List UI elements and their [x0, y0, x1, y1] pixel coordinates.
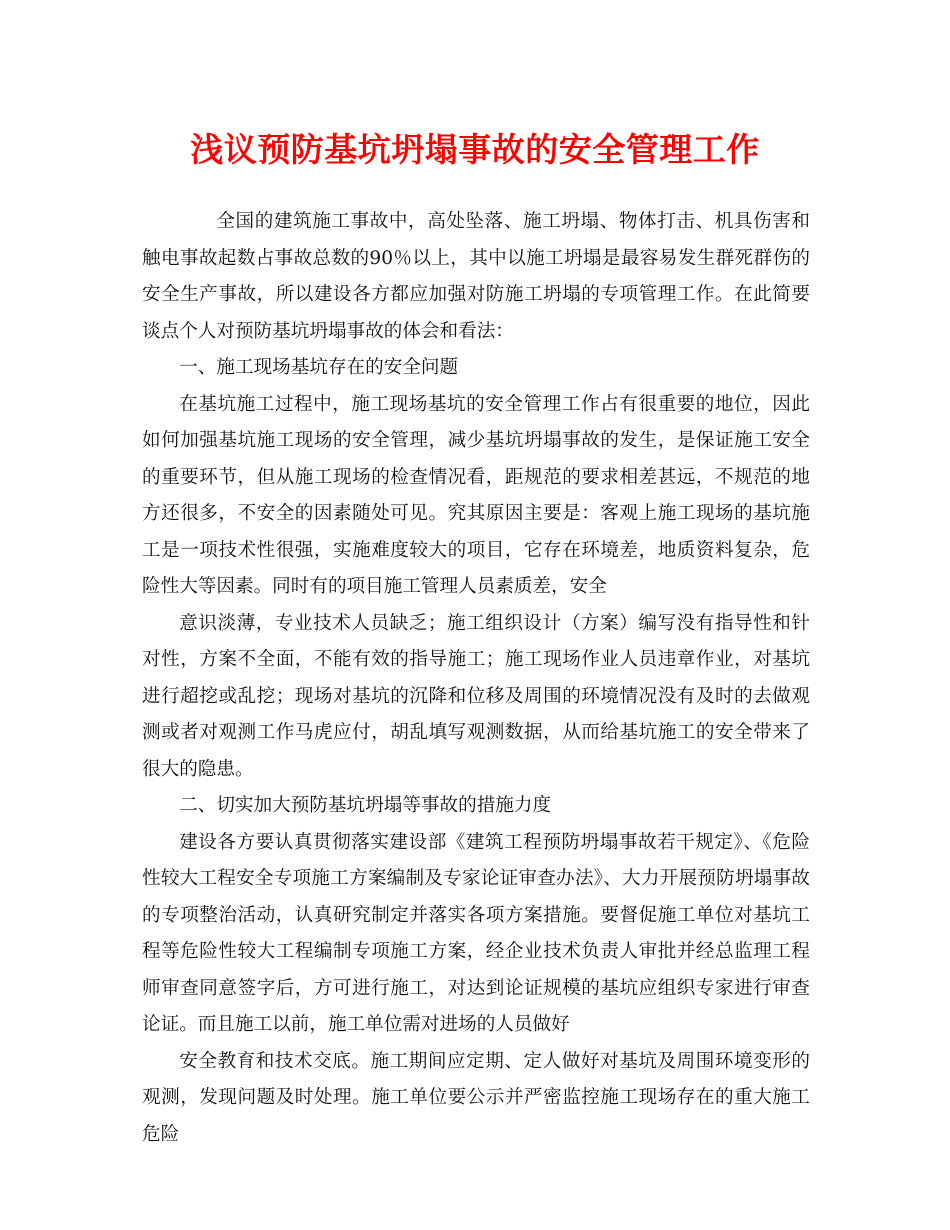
paragraph-section-1-a: 在基坑施工过程中，施工现场基坑的安全管理工作占有很重要的地位，因此如何加强基坑施工现场的安全管理，减少基坑坍塌事故的发生，是保证施工安全的重要环节，但从施工现场的检查情况看，距规范的要求相差甚远，不规范的地方还很多，不安全的因素随处可见。究其原因主要是：客观上施工现场的基坑施工是一项技术性很强，实施难度较大的项目，它存在环境差，地质资料复杂，危险性大等因素。同时有的项目施工管理人员素质差，安全	[142, 393, 810, 597]
section-heading-2: 二、切实加大预防基坑坍塌等事故的措施力度	[179, 795, 552, 816]
document-body	[142, 204, 810, 1153]
paragraph-intro: 全国的建筑施工事故中，高处坠落、施工坍塌、物体打击、机具伤害和触电事故起数占事故总数的90％以上，其中以施工坍塌是最容易发生群死群伤的安全生产事故，所以建设各方都应加强对防施工坍塌的专项管理工作。在此简要谈点个人对预防基坑坍塌事故的体会和看法：	[142, 211, 810, 342]
paragraph-section-1-b: 意识淡薄，专业技术人员缺乏；施工组织设计（方案）编写没有指导性和针对性，方案不全面，不能有效的指导施工；施工现场作业人员违章作业，对基坑进行超挖或乱挖；现场对基坑的沉降和位移及周围的环境情况没有及时的去做观测或者对观测工作马虎应付，胡乱填写观测数据，从而给基坑施工的安全带来了很大的隐患。	[142, 612, 810, 780]
document-title: 浅议预防基坑坍塌事故的安全管理工作	[190, 130, 760, 169]
section-heading-1: 一、施工现场基坑存在的安全问题	[179, 357, 459, 378]
paragraph-section-2-a: 建设各方要认真贯彻落实建设部《建筑工程预防坍塌事故若干规定》、《危险性较大工程安全专项施工方案编制及专家论证审查办法》、大力开展预防坍塌事故的专项整治活动，认真研究制定并落实各项方案措施。要督促施工单位对基坑工程等危险性较大工程编制专项施工方案，经企业技术负责人审批并经总监理工程师审查同意签字后，方可进行施工，对达到论证规模的基坑应组织专家进行审查论证。而且施工以前，施工单位需对进场的人员做好	[142, 831, 810, 1035]
paragraph-section-2-b: 安全教育和技术交底。施工期间应定期、定人做好对基坑及周围环境变形的观测，发现问题及时处理。施工单位要公示并严密监控施工现场存在的重大施工危险	[142, 1050, 810, 1145]
